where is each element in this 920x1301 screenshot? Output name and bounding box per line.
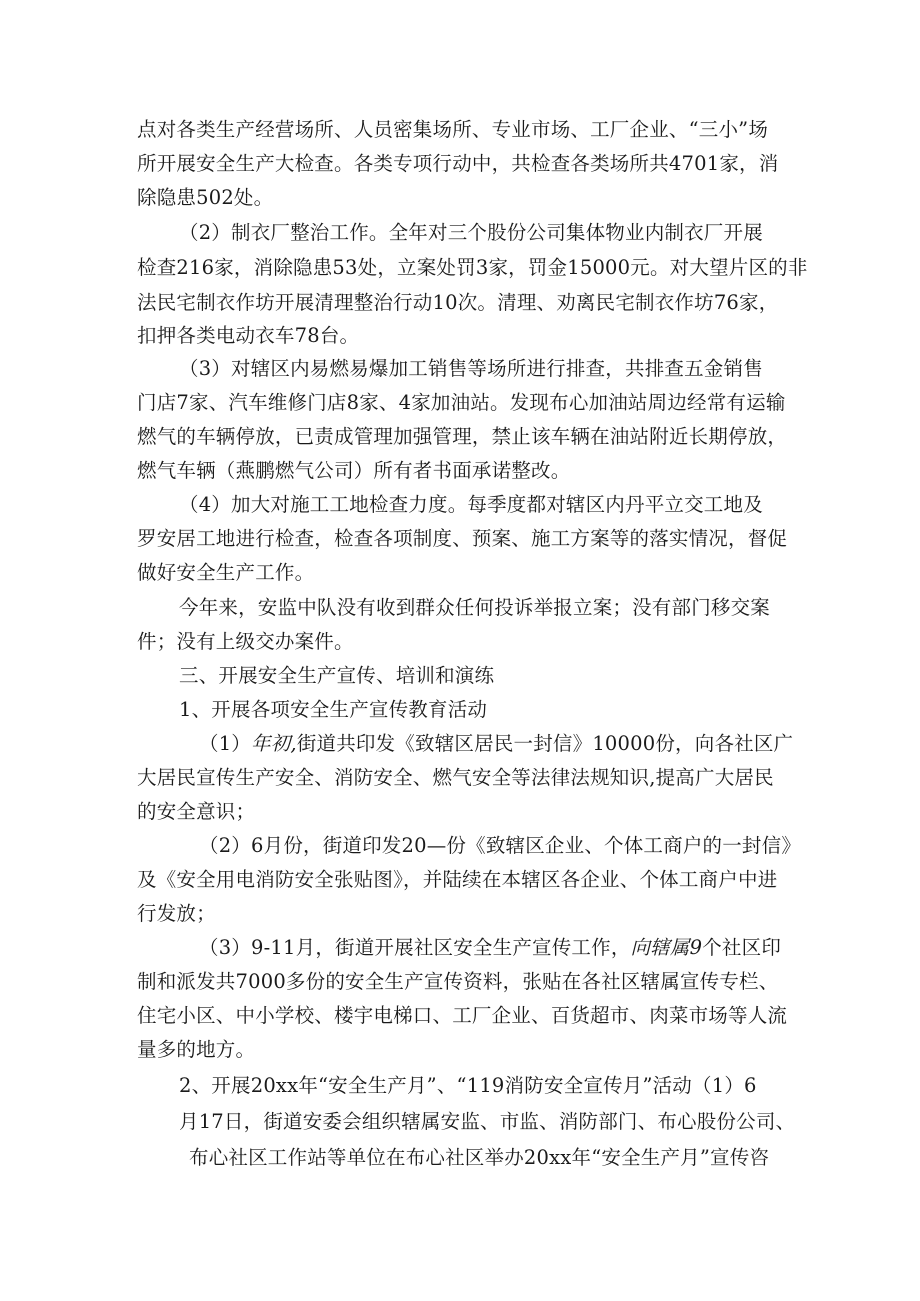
text-line: 布心社区工作站等单位在布心社区举办20xx年“安全生产月”宣传咨 xyxy=(189,1146,770,1169)
text-segment: （3）9-11月，街道开展社区安全生产宣传工作， xyxy=(199,936,631,959)
text-line: （4）加大对施工工地检查力度。每季度都对辖区内丹平立交工地及 xyxy=(179,493,763,516)
text-line: （2）6月份，街道印发20—份《致辖区企业、个体工商户的一封信》 xyxy=(199,834,802,857)
text-line: 门店7家、汽车维修门店8家、4家加油站。发现布心加油站周边经常有运输 xyxy=(137,391,786,414)
italic-text-segment: 年初, xyxy=(251,732,297,755)
text-line xyxy=(199,732,793,756)
text-line: （3）对辖区内易燃易爆加工销售等场所进行排查，共排查五金销售 xyxy=(179,357,763,380)
text-line: （2）制衣厂整治工作。全年对三个股份公司集体物业内制衣厂开展 xyxy=(179,221,763,244)
text-line: 今年来，安监中队没有收到群众任何投诉举报立案；没有部门移交案 xyxy=(179,596,771,619)
text-line: 制和派发共7000多份的安全生产宣传资料，张贴在各社区辖属宣传专栏、 xyxy=(137,970,779,993)
text-segment: 街道共印发《致辖区居民一封信》10000份，向各社区广 xyxy=(296,732,794,755)
text-line: 件；没有上级交办案件。 xyxy=(137,630,354,653)
text-segment: 个社区印 xyxy=(702,936,782,959)
text-line: 法民宅制衣作坊开展清理整治行动10次。清理、劝离民宅制衣作坊76家， xyxy=(137,291,779,314)
text-line: 做好安全生产工作。 xyxy=(137,561,315,584)
italic-text-segment: 向辖属9 xyxy=(630,936,703,959)
text-line: 量多的地方。 xyxy=(137,1038,256,1061)
text-line: 2、开展20xx年“安全生产月”、“119消防安全宣传月”活动（1）6 xyxy=(179,1074,757,1097)
subsection-heading: 1、开展各项安全生产宣传教育活动 xyxy=(179,698,488,721)
text-line: 燃气的车辆停放，已责成管理加强管理，禁止该车辆在油站附近长期停放， xyxy=(137,425,788,448)
text-line: 大居民宣传生产安全、消防安全、燃气安全等法律法规知识,提高广大居民 xyxy=(137,766,774,789)
text-line: 行发放； xyxy=(137,902,216,925)
text-segment: （1） xyxy=(199,732,252,755)
text-line: 罗安居工地进行检查，检查各项制度、预案、施工方案等的落实情况，督促 xyxy=(137,527,788,550)
text-line: 除隐患502处。 xyxy=(137,186,274,209)
text-line: 所开展安全生产大检查。各类专项行动中，共检查各类场所共4701家，消 xyxy=(137,152,779,175)
text-line xyxy=(199,936,781,960)
section-heading: 三、开展安全生产宣传、培训和演练 xyxy=(179,664,495,687)
text-line: 的安全意识； xyxy=(137,800,256,823)
text-line: 检查216家，消除隐患53处，立案处罚3家，罚金15000元。对大望片区的非 xyxy=(137,256,808,279)
text-line: 及《安全用电消防安全张贴图》，并陆续在本辖区各企业、个体工商户中进 xyxy=(137,868,778,891)
text-line: 点对各类生产经营场所、人员密集场所、专业市场、工厂企业、“三小”场 xyxy=(137,118,769,141)
text-line: 住宅小区、中小学校、楼宇电梯口、工厂企业、百货超市、肉菜市场等人流 xyxy=(137,1004,788,1027)
text-line: 扣押各类电动衣车78台。 xyxy=(137,324,360,347)
text-line: 燃气车辆（燕鹏燃气公司）所有者书面承诺整改。 xyxy=(137,459,571,482)
text-line: 月17日，街道安委会组织辖属安监、市监、消防部门、布心股份公司、 xyxy=(179,1110,796,1133)
